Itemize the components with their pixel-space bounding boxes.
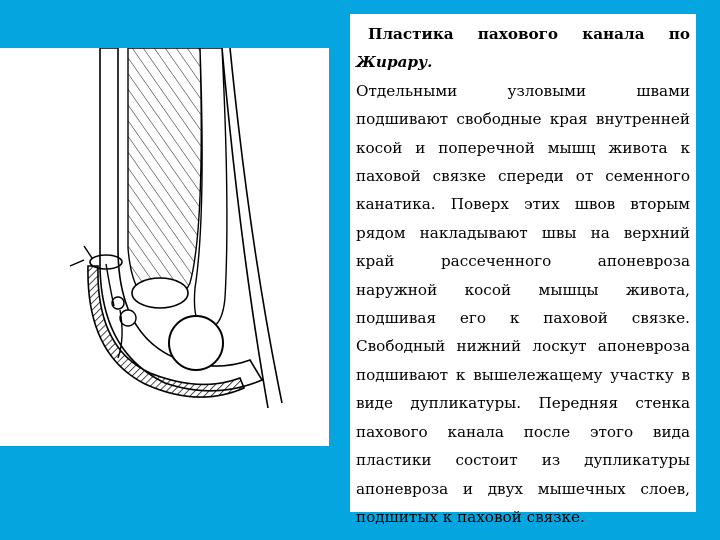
body-paragraph: Отдельными узловыми швами подшивают свободные края внутренней косой и поперечной мышц живота к паховой связке спереди от семенного канатика. Поверх этих швов вторым рядом накладывают швы на верхний край рассеченного апоневроза наружной косой мышцы живота, подшивая его к паховой связке. Свободный нижний лоскут апоневроза подшивают к вышележащему участку в виде дупликатуры. Передняя стенка пахового канала после этого вида пластики состоит из дупликатуры апоневроза и двух мышечных слоев, подшитых к паховой связке. (356, 81, 690, 526)
title-main: Пластика пахового канала по (368, 25, 690, 43)
inguinal-canal-diagram-icon (0, 48, 329, 446)
figure-panel (0, 48, 329, 446)
text-panel (350, 14, 696, 526)
title-author: Жирару. (356, 53, 433, 72)
page-title (356, 20, 690, 77)
